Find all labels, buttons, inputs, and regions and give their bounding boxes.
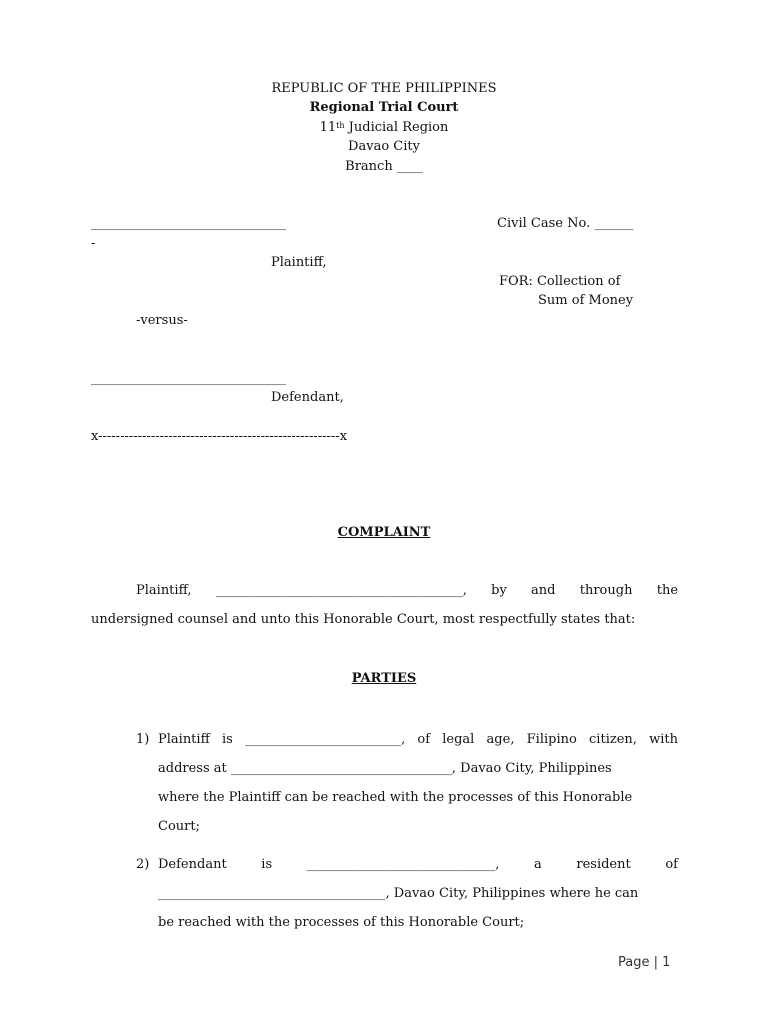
complaint-heading: COMPLAINT [337,525,431,540]
item-word: with [649,732,678,747]
intro-word: Plaintiff, [136,583,192,598]
judicial-region [0,119,768,137]
intro-line-2: undersigned counsel and unto this Honorable Court, most respectfully states that: [91,612,636,627]
case-nature-line1: FOR: Collection of [499,274,621,289]
case-nature-line2: Sum of Money [538,293,634,308]
item-word: of [417,732,431,747]
intro-word: by [491,583,507,598]
plaintiff-label: Plaintiff, [271,255,327,270]
parties-heading: PARTIES [351,671,417,686]
item-1-line-1 [158,731,678,749]
item-word: Filipino [526,732,577,747]
region-suffix: th [336,121,345,130]
item-word: citizen, [589,732,637,747]
item-2-line-2: ___________________________________, Davao City, Philippines where he can [158,886,639,901]
plaintiff-name-blank-item: ________________________, [245,732,406,747]
defendant-name-blank: ______________________________ [91,371,286,386]
caption-divider: x-------------------------------------------------------x [91,429,348,444]
item-word: is [261,857,273,872]
plaintiff-name-blank: ______________________________ [91,216,286,231]
item-2-line-3: be reached with the processes of this Honorable Court; [158,915,525,930]
intro-word: and [531,583,556,598]
defendant-name-blank-item: _____________________________, [306,857,500,872]
civil-case-number: Civil Case No. ______ [497,216,634,231]
court-name: Regional Trial Court [309,100,459,115]
item-word: Defendant [158,857,227,872]
item-1-line-2: address at __________________________________, Davao City, Philippines [158,761,612,776]
intro-line-1 [136,582,678,600]
item-word: a [533,857,542,872]
versus-label: -versus- [136,313,188,328]
item-word: of [665,857,678,872]
page-number: Page | 1 [618,955,671,970]
item-word: Plaintiff [158,732,210,747]
item-word: is [222,732,233,747]
item-2-number: 2) [136,857,150,872]
city-heading: Davao City [348,139,420,154]
plaintiff-line-tail: - [91,236,96,251]
item-1-number: 1) [136,732,150,747]
region-number: 11 [319,120,337,135]
plaintiff-name-blank-inline: ______________________________________, [215,583,467,598]
defendant-label: Defendant, [271,390,344,405]
item-word: legal [442,732,475,747]
item-1-line-4: Court; [158,819,200,834]
branch-heading: Branch ____ [345,159,423,174]
item-word: resident [576,857,631,872]
region-text: Judicial Region [344,120,449,135]
item-word: age, [486,732,515,747]
intro-word: the [656,583,679,598]
intro-word: through [579,583,633,598]
republic-heading: REPUBLIC OF THE PHILIPPINES [271,81,497,96]
item-1-line-3: where the Plaintiff can be reached with the processes of this Honorable [158,790,633,805]
item-2-line-1 [158,856,678,874]
